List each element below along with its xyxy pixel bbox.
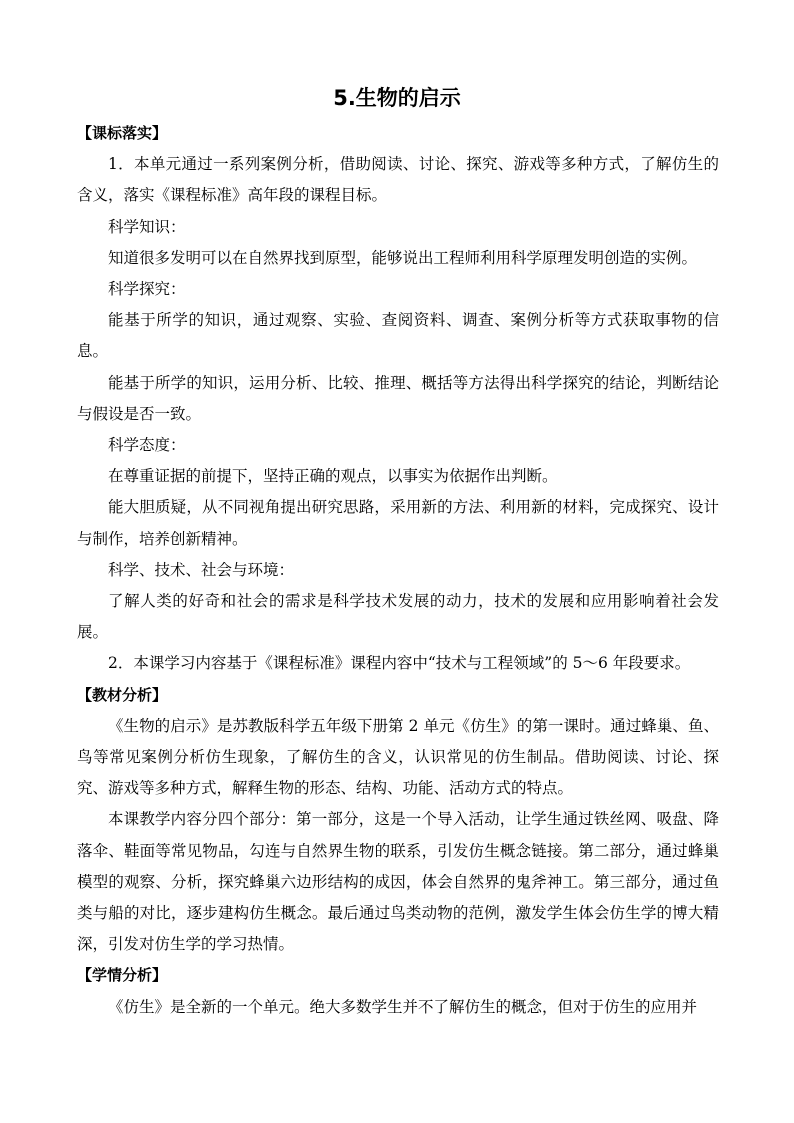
page-title: 5.生物的启示 bbox=[333, 86, 461, 110]
paragraph: 《生物的启示》是苏教版科学五年级下册第 2 单元《仿生》的第一课时。通过蜂巢、鱼、鸟等常见案例分析仿生现象，了解仿生的含义，认识常见的仿生制品。借助阅读、讨论、探究、游戏等多种方式，解释生物的形态、结构、功能、活动方式的特点。 bbox=[77, 716, 719, 798]
sub-heading-sts: 科学、技术、社会与环境： bbox=[108, 560, 295, 579]
paragraph: 能基于所学的知识，运用分析、比较、推理、概括等方法得出科学探究的结论，判断结论与假设是否一致。 bbox=[77, 373, 719, 423]
paragraph: 知道很多发明可以在自然界找到原型，能够说出工程师利用科学原理发明创造的实例。 bbox=[108, 248, 698, 267]
paragraph: 2．本课学习内容基于《课程标准》课程内容中“技术与工程领域”的 5～6 年段要求。 bbox=[108, 654, 691, 673]
section-heading-curriculum: 【课标落实】 bbox=[77, 124, 168, 142]
paragraph: 本课教学内容分四个部分：第一部分，这是一个导入活动，让学生通过铁丝网、吸盘、降落伞、鞋面等常见物品，勾连与自然界生物的联系，引发仿生概念链接。第二部分，通过蜂巢模型的观察、分析，探究蜂巢六边形结构的成因，体会自然界的鬼斧神工。第三部分，通过鱼类与船的对比，逐步建构仿生概念。最后通过鸟类动物的范例，激发学生体会仿生学的博大精深，引发对仿生学的学习热情。 bbox=[77, 810, 719, 954]
paragraph: 能基于所学的知识，通过观察、实验、查阅资料、调查、案例分析等方式获取事物的信息。 bbox=[77, 311, 719, 361]
sub-heading-inquiry: 科学探究： bbox=[108, 280, 186, 299]
sub-heading-knowledge: 科学知识： bbox=[108, 217, 186, 236]
paragraph: 在尊重证据的前提下，坚持正确的观点，以事实为依据作出判断。 bbox=[108, 467, 558, 486]
section-heading-textbook: 【教材分析】 bbox=[77, 685, 168, 704]
paragraph: 《仿生》是全新的一个单元。绝大多数学生并不了解仿生的概念，但对于仿生的应用并 bbox=[108, 997, 698, 1016]
paragraph: 了解人类的好奇和社会的需求是科学技术发展的动力，技术的发展和应用影响着社会发展。 bbox=[77, 592, 719, 642]
paragraph: 1．本单元通过一系列案例分析，借助阅读、讨论、探究、游戏等多种方式，了解仿生的含义，落实《课程标准》高年段的课程目标。 bbox=[77, 155, 719, 205]
document-body bbox=[77, 118, 719, 1023]
section-heading-students: 【学情分析】 bbox=[77, 966, 168, 985]
sub-heading-attitude: 科学态度： bbox=[108, 436, 186, 455]
paragraph: 能大胆质疑，从不同视角提出研究思路，采用新的方法、利用新的材料，完成探究、设计与制作，培养创新精神。 bbox=[77, 498, 719, 548]
